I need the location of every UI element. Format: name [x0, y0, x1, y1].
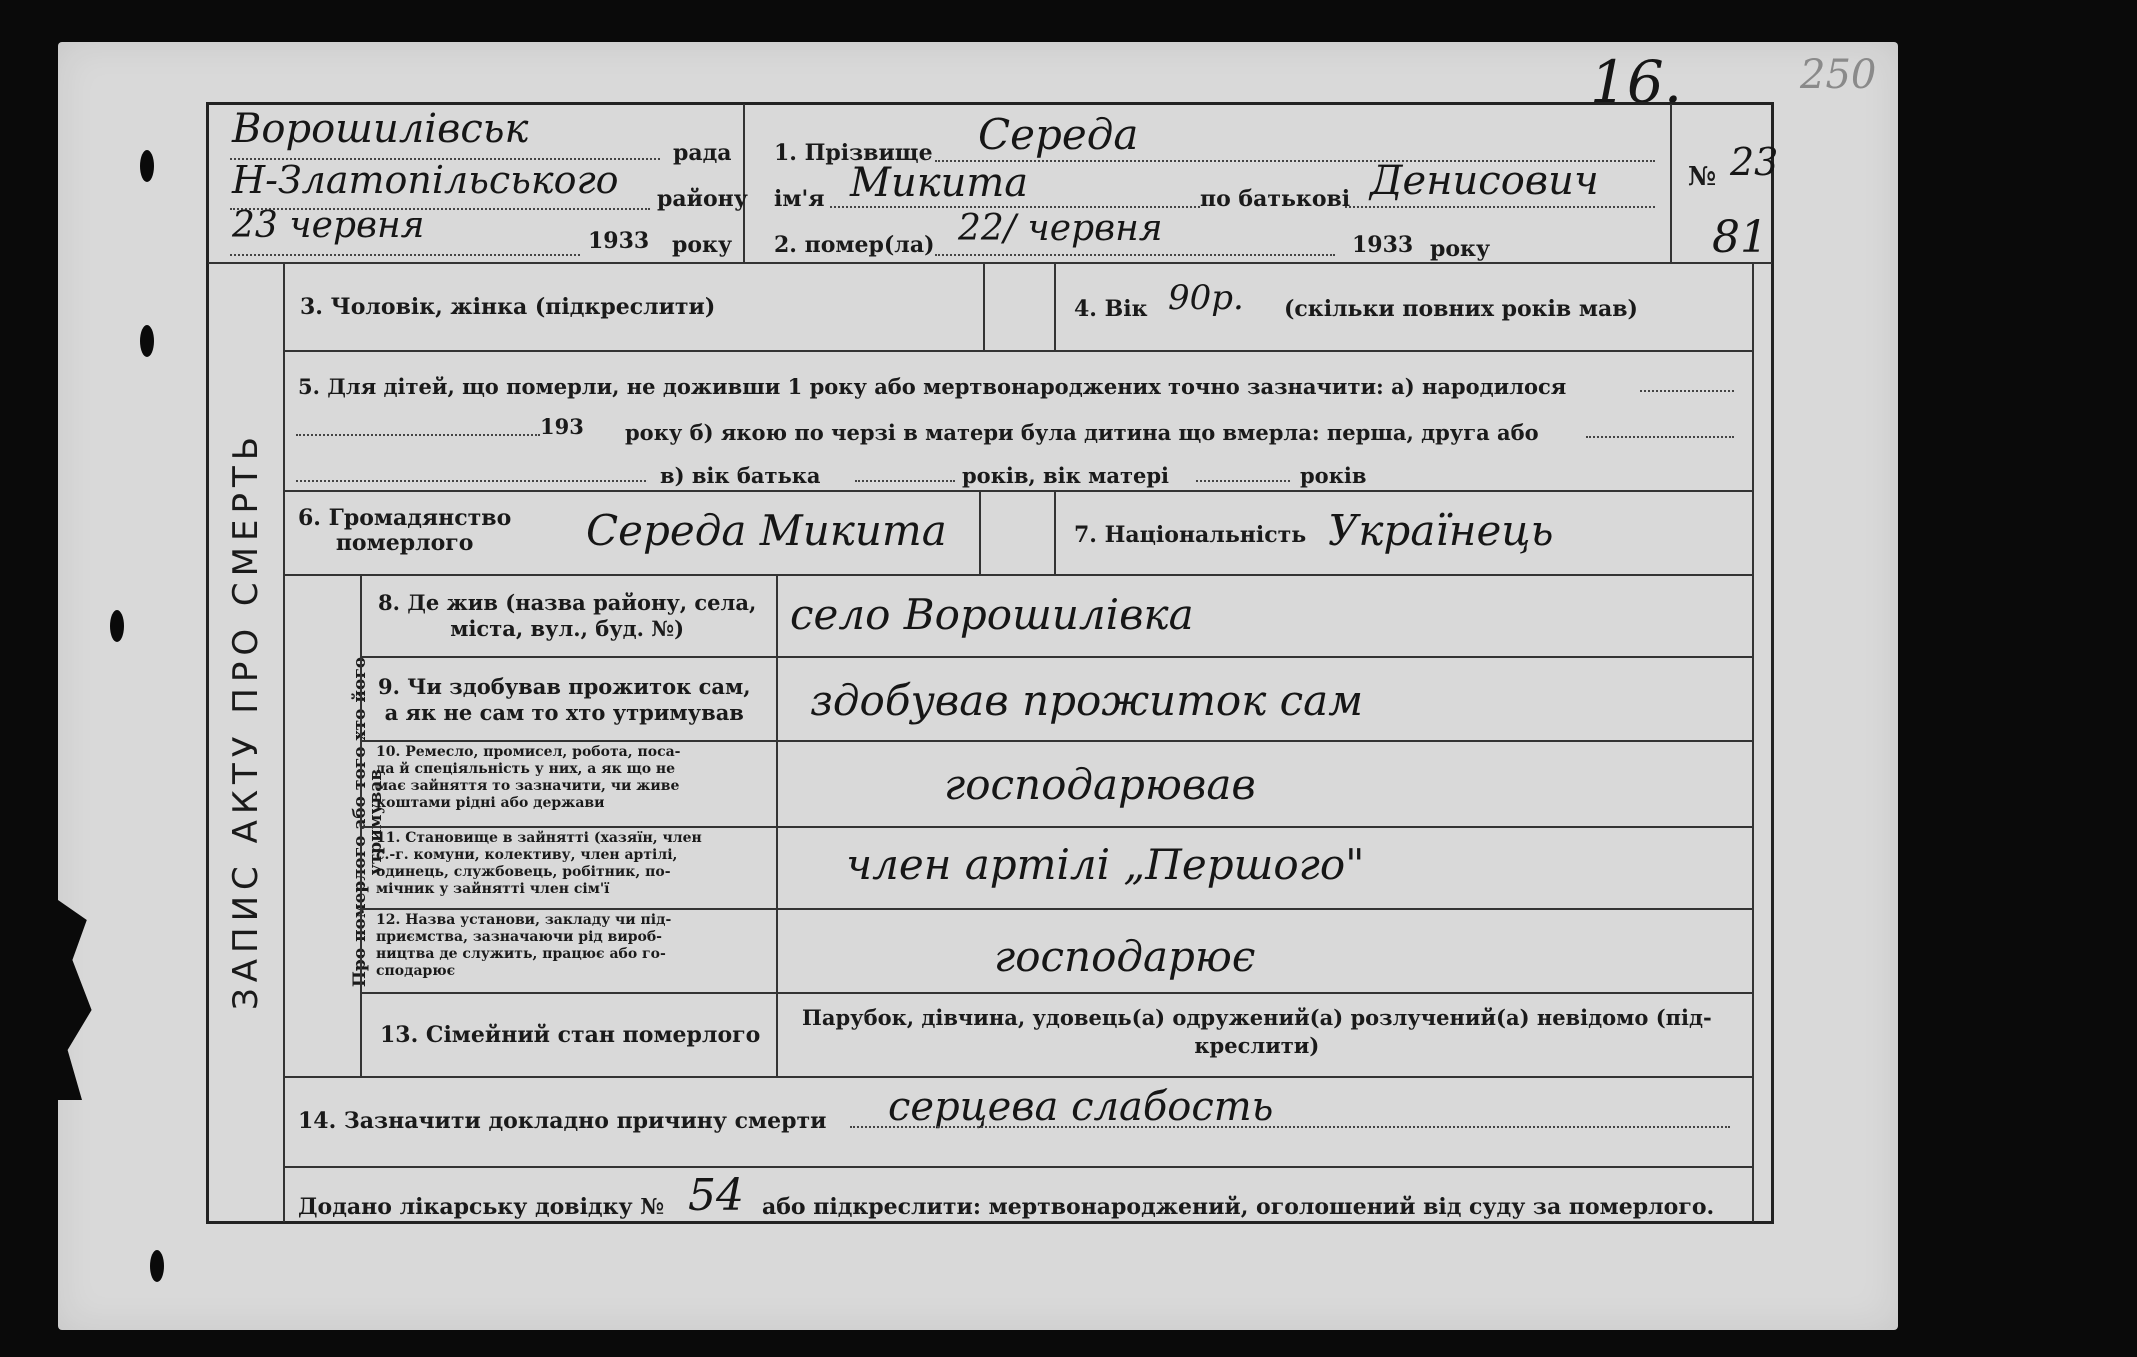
surname-value: Середа [978, 110, 1139, 159]
record-no-label: № [1688, 162, 1717, 192]
residence-value: село Ворошилівка [790, 590, 1194, 639]
name-value: Микита [850, 160, 1029, 206]
citizenship-label: 6. Громадянство померлого [298, 505, 512, 556]
name-label: ім'я [774, 186, 825, 212]
record-no-alt: 81 [1712, 212, 1768, 263]
nationality-label: 7. Національність [1074, 522, 1307, 548]
mother-age-unit: років [1300, 463, 1367, 488]
children-line-2: року б) якою по черзі в матери була дитина що вмерла: перша, друга або [625, 420, 1539, 445]
date-year: 1933 [588, 228, 650, 254]
children-line-1: 5. Для дітей, що померли, не доживши 1 року або мертвонароджених точно зазначити: а) народилося [298, 374, 1567, 399]
punch-hole [150, 1250, 164, 1282]
surname-label: 1. Прізвище [774, 140, 933, 166]
patronymic-value: Денисович [1370, 158, 1599, 204]
cause-of-death-value: серцева слабость [888, 1084, 1274, 1130]
record-no-value: 23 [1730, 140, 1779, 184]
children-year: 193 [540, 414, 584, 439]
nationality-value: Українець [1328, 506, 1554, 555]
livelihood-value: здобував прожиток сам [810, 676, 1364, 725]
raion-label: району [657, 186, 748, 212]
punch-hole [140, 325, 154, 357]
occupation-label: 10. Ремесло, промисел, робота, поса- да й спеціяльність у них, а як що не має зайняття то зазначити, чи живе коштами рідні або держави [376, 744, 681, 811]
marital-status-label: 13. Сімейний стан померлого [380, 1022, 761, 1048]
employment-status-label: 11. Становище в зайнятті (хазяїн, член с.-г. комуни, колективу, член артілі, одинець, службовець, робітник, по- мічник у зайнятті член сім'ї [376, 830, 702, 897]
age-label: 4. Вік [1074, 296, 1148, 322]
died-label: 2. помер(ла) [774, 232, 935, 258]
raion-value: Н-Златопільського [232, 158, 619, 202]
date-value: 23 червня [232, 205, 425, 246]
certificate-number: 54 [688, 1170, 744, 1221]
cause-of-death-label: 14. Зазначити докладно причину смерти [298, 1108, 827, 1134]
punch-hole [140, 150, 154, 182]
residence-label: 8. Де жив (назва району, села, міста, вул., буд. №) [378, 590, 757, 641]
sheet-number: 16. [1590, 48, 1683, 116]
workplace-value: господарює [994, 932, 1256, 981]
mother-age-label: років, вік матері [962, 463, 1169, 488]
patronymic-label: по батькові [1200, 186, 1351, 212]
date-label: року [672, 232, 733, 258]
age-note: (скільки повних років мав) [1284, 296, 1638, 322]
died-year-label: року [1430, 236, 1491, 262]
side-title: ЗАПИС АКТУ ПРО СМЕРТЬ [226, 430, 266, 1010]
workplace-label: 12. Назва установи, закладу чи під- приємства, зазначаючи рід вироб- ництва де служить, працює або го- сподарює [376, 912, 672, 979]
marital-status-options: Парубок, дівчина, удовець(а) одружений(а) розлучений(а) невідомо (під- креслити) [802, 1005, 1712, 1058]
citizenship-value: Середа Микита [586, 506, 947, 555]
livelihood-label: 9. Чи здобував прожиток сам, а як не сам то хто утримував [378, 674, 751, 725]
certificate-note: або підкреслити: мертвонароджений, оголошений від суду за померлого. [762, 1194, 1715, 1220]
died-year: 1933 [1352, 232, 1414, 258]
side-subtitle-2: утримував [366, 768, 386, 876]
occupation-value: господарював [944, 760, 1256, 809]
employment-status-value: член артілі „Першого" [846, 840, 1365, 889]
rada-label: рада [673, 140, 732, 166]
sex-label: 3. Чоловік, жінка (підкреслити) [300, 294, 716, 320]
pencil-mark: 250 [1800, 52, 1877, 98]
age-value: 90р. [1168, 278, 1244, 318]
punch-hole [110, 610, 124, 642]
died-value: 22/ червня [958, 208, 1163, 249]
certificate-label: Додано лікарську довідку № [298, 1194, 665, 1220]
rada-value: Ворошилівськ [232, 106, 529, 152]
father-age-label: в) вік батька [660, 463, 821, 488]
side-subtitle-1: Про померлого або того хто його [350, 656, 370, 988]
